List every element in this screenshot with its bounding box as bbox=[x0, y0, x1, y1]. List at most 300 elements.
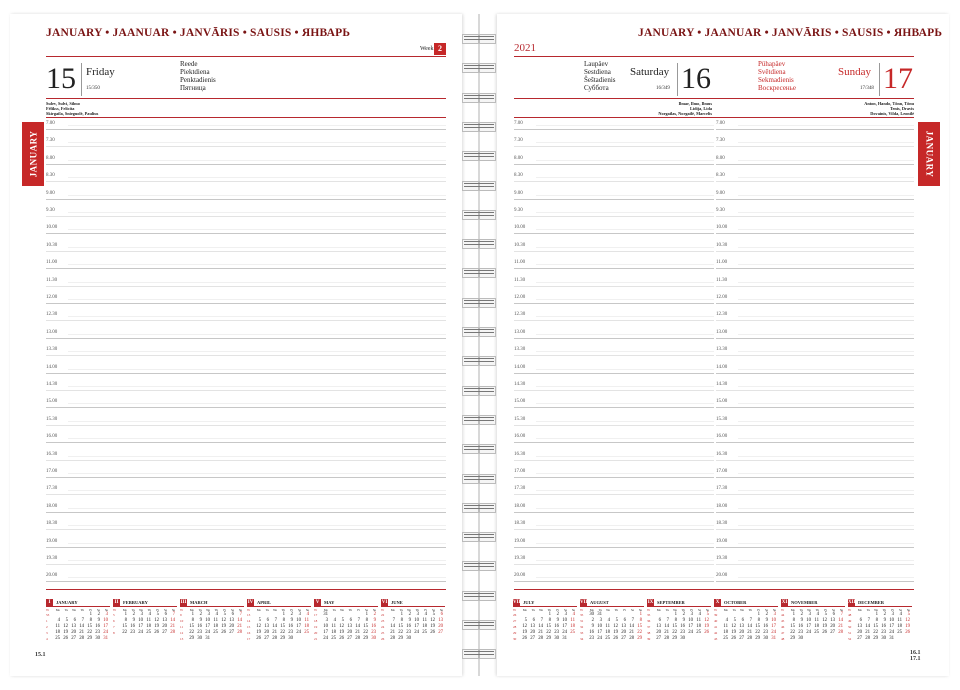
sunday-time-line[interactable] bbox=[716, 164, 914, 165]
calendar-day[interactable]: 19 bbox=[339, 630, 344, 635]
calendar-day[interactable]: 21 bbox=[170, 624, 175, 629]
sunday-time-line[interactable] bbox=[716, 529, 914, 530]
calendar-day[interactable]: 30 bbox=[554, 636, 559, 641]
calendar-day[interactable]: 6 bbox=[73, 618, 76, 623]
calendar-day[interactable]: 25 bbox=[814, 630, 819, 635]
calendar-day[interactable]: 5 bbox=[615, 618, 618, 623]
calendar-day[interactable]: 4 bbox=[148, 612, 151, 617]
calendar-day[interactable]: 12 bbox=[154, 618, 159, 623]
calendar-day[interactable]: 6 bbox=[164, 612, 167, 617]
calendar-day[interactable]: 20 bbox=[530, 630, 535, 635]
calendar-day[interactable]: 23 bbox=[130, 630, 135, 635]
calendar-day[interactable]: 3 bbox=[416, 612, 419, 617]
calendar-day[interactable]: 27 bbox=[347, 636, 352, 641]
calendar-day[interactable]: 3 bbox=[105, 612, 108, 617]
calendar-day[interactable]: 14 bbox=[664, 624, 669, 629]
calendar-day[interactable]: 20 bbox=[71, 630, 76, 635]
calendar-day[interactable]: 4 bbox=[572, 612, 575, 617]
saturday-time-line[interactable] bbox=[514, 564, 714, 565]
calendar-day[interactable]: 10 bbox=[806, 618, 811, 623]
calendar-day[interactable]: 7 bbox=[749, 618, 752, 623]
calendar-day[interactable]: 3 bbox=[599, 618, 602, 623]
calendar-day[interactable]: 17 bbox=[296, 624, 301, 629]
calendar-day[interactable]: 13 bbox=[656, 624, 661, 629]
calendar-day[interactable]: 18 bbox=[213, 624, 218, 629]
calendar-day[interactable]: 12 bbox=[430, 618, 435, 623]
saturday-time-line[interactable] bbox=[514, 164, 714, 165]
calendar-day[interactable]: 21 bbox=[272, 630, 277, 635]
calendar-day[interactable]: 9 bbox=[800, 618, 803, 623]
calendar-day[interactable]: 7 bbox=[867, 618, 870, 623]
left-time-line[interactable] bbox=[46, 425, 446, 426]
calendar-day[interactable]: 23 bbox=[554, 630, 559, 635]
calendar-day[interactable]: 22 bbox=[546, 630, 551, 635]
sunday-time-line[interactable] bbox=[716, 286, 914, 287]
calendar-day[interactable]: 20 bbox=[739, 630, 744, 635]
calendar-day[interactable]: 20 bbox=[162, 624, 167, 629]
calendar-day[interactable]: 27 bbox=[264, 636, 269, 641]
calendar-day[interactable]: 21 bbox=[538, 630, 543, 635]
calendar-day[interactable]: 8 bbox=[282, 618, 285, 623]
calendar-day[interactable]: 25 bbox=[723, 636, 728, 641]
calendar-day[interactable]: 17 bbox=[771, 624, 776, 629]
calendar-day[interactable]: 30 bbox=[589, 612, 594, 617]
calendar-day[interactable]: 6 bbox=[349, 618, 352, 623]
calendar-day[interactable]: 5 bbox=[258, 618, 261, 623]
calendar-day[interactable]: 23 bbox=[798, 630, 803, 635]
calendar-day[interactable]: 9 bbox=[373, 618, 376, 623]
calendar-day[interactable]: 10 bbox=[688, 618, 693, 623]
right-month-tab[interactable] bbox=[918, 122, 940, 186]
calendar-day[interactable]: 24 bbox=[103, 630, 108, 635]
calendar-day[interactable]: 29 bbox=[398, 636, 403, 641]
calendar-day[interactable]: 14 bbox=[747, 624, 752, 629]
calendar-day[interactable]: 30 bbox=[288, 636, 293, 641]
calendar-day[interactable]: 3 bbox=[808, 612, 811, 617]
calendar-day[interactable]: 27 bbox=[438, 630, 443, 635]
calendar-day[interactable]: 28 bbox=[355, 636, 360, 641]
left-time-line[interactable] bbox=[46, 129, 446, 130]
sunday-time-line[interactable] bbox=[716, 425, 914, 426]
calendar-day[interactable]: 1 bbox=[757, 612, 760, 617]
calendar-day[interactable]: 15 bbox=[122, 624, 127, 629]
calendar-day[interactable]: 13 bbox=[264, 624, 269, 629]
calendar-day[interactable]: 16 bbox=[406, 624, 411, 629]
calendar-day[interactable]: 2 bbox=[556, 612, 559, 617]
calendar-day[interactable]: 12 bbox=[905, 618, 910, 623]
calendar-day[interactable]: 18 bbox=[304, 624, 309, 629]
calendar-day[interactable]: 18 bbox=[696, 624, 701, 629]
calendar-day[interactable]: 18 bbox=[331, 630, 336, 635]
saturday-time-line[interactable] bbox=[514, 129, 714, 130]
calendar-day[interactable]: 24 bbox=[806, 630, 811, 635]
calendar-day[interactable]: 28 bbox=[838, 630, 843, 635]
calendar-day[interactable]: 18 bbox=[897, 624, 902, 629]
calendar-day[interactable]: 1 bbox=[674, 612, 677, 617]
calendar-day[interactable]: 11 bbox=[146, 618, 151, 623]
calendar-day[interactable]: 22 bbox=[790, 630, 795, 635]
calendar-day[interactable]: 26 bbox=[256, 636, 261, 641]
calendar-day[interactable]: 27 bbox=[739, 636, 744, 641]
left-time-line[interactable] bbox=[46, 390, 446, 391]
calendar-day[interactable]: 11 bbox=[304, 618, 309, 623]
calendar-day[interactable]: 10 bbox=[138, 618, 143, 623]
sunday-time-line[interactable] bbox=[716, 355, 914, 356]
calendar-day[interactable]: 2 bbox=[199, 612, 202, 617]
left-time-line[interactable] bbox=[46, 268, 446, 269]
left-time-line[interactable] bbox=[46, 164, 446, 165]
calendar-day[interactable]: 13 bbox=[830, 618, 835, 623]
left-time-line[interactable] bbox=[46, 251, 446, 252]
calendar-day[interactable]: 4 bbox=[333, 618, 336, 623]
calendar-day[interactable]: 26 bbox=[522, 636, 527, 641]
calendar-day[interactable]: 2 bbox=[290, 612, 293, 617]
left-month-tab[interactable] bbox=[22, 122, 44, 186]
calendar-day[interactable]: 28 bbox=[390, 636, 395, 641]
sunday-time-line[interactable] bbox=[716, 373, 914, 374]
calendar-day[interactable]: 24 bbox=[205, 630, 210, 635]
calendar-day[interactable]: 14 bbox=[390, 624, 395, 629]
calendar-day[interactable]: 21 bbox=[664, 630, 669, 635]
calendar-day[interactable]: 2 bbox=[682, 612, 685, 617]
calendar-day[interactable]: 26 bbox=[221, 630, 226, 635]
calendar-day[interactable]: 19 bbox=[154, 624, 159, 629]
calendar-day[interactable]: 7 bbox=[239, 612, 242, 617]
calendar-day[interactable]: 29 bbox=[363, 636, 368, 641]
calendar-day[interactable]: 28 bbox=[747, 636, 752, 641]
left-time-line[interactable] bbox=[46, 146, 446, 147]
calendar-day[interactable]: 7 bbox=[540, 618, 543, 623]
calendar-day[interactable]: 21 bbox=[747, 630, 752, 635]
calendar-day[interactable]: 13 bbox=[162, 618, 167, 623]
calendar-day[interactable]: 29 bbox=[546, 636, 551, 641]
calendar-day[interactable]: 12 bbox=[63, 624, 68, 629]
calendar-day[interactable]: 26 bbox=[430, 630, 435, 635]
left-time-line[interactable] bbox=[46, 564, 446, 565]
calendar-day[interactable]: 5 bbox=[432, 612, 435, 617]
sunday-time-line[interactable] bbox=[716, 216, 914, 217]
calendar-day[interactable]: 16 bbox=[197, 624, 202, 629]
calendar-day[interactable]: 22 bbox=[873, 630, 878, 635]
calendar-day[interactable]: 5 bbox=[733, 618, 736, 623]
calendar-day[interactable]: 16 bbox=[371, 624, 376, 629]
calendar-day[interactable]: 17 bbox=[562, 624, 567, 629]
calendar-day[interactable]: 13 bbox=[621, 624, 626, 629]
saturday-time-line[interactable] bbox=[514, 303, 714, 304]
calendar-day[interactable]: 15 bbox=[637, 624, 642, 629]
sunday-time-line[interactable] bbox=[716, 320, 914, 321]
calendar-day[interactable]: 28 bbox=[272, 636, 277, 641]
left-time-line[interactable] bbox=[46, 181, 446, 182]
calendar-day[interactable]: 20 bbox=[656, 630, 661, 635]
calendar-day[interactable]: 1 bbox=[400, 612, 403, 617]
calendar-day[interactable]: 17 bbox=[138, 624, 143, 629]
calendar-day[interactable]: 1 bbox=[792, 612, 795, 617]
calendar-day[interactable]: 6 bbox=[532, 618, 535, 623]
calendar-day[interactable]: 14 bbox=[838, 618, 843, 623]
sunday-time-line[interactable] bbox=[716, 129, 914, 130]
calendar-day[interactable]: 31 bbox=[771, 636, 776, 641]
calendar-day[interactable]: 28 bbox=[664, 636, 669, 641]
calendar-day[interactable]: 16 bbox=[881, 624, 886, 629]
calendar-day[interactable]: 30 bbox=[197, 636, 202, 641]
calendar-day[interactable]: 14 bbox=[272, 624, 277, 629]
calendar-day[interactable]: 12 bbox=[221, 618, 226, 623]
calendar-day[interactable]: 5 bbox=[824, 612, 827, 617]
calendar-day[interactable]: 20 bbox=[229, 624, 234, 629]
calendar-day[interactable]: 16 bbox=[680, 624, 685, 629]
left-time-line[interactable] bbox=[46, 355, 446, 356]
calendar-day[interactable]: 8 bbox=[191, 618, 194, 623]
calendar-day[interactable]: 18 bbox=[814, 624, 819, 629]
sunday-time-line[interactable] bbox=[716, 268, 914, 269]
calendar-day[interactable]: 20 bbox=[347, 630, 352, 635]
calendar-day[interactable]: 25 bbox=[570, 630, 575, 635]
calendar-day[interactable]: 15 bbox=[398, 624, 403, 629]
sunday-time-line[interactable] bbox=[716, 547, 914, 548]
calendar-day[interactable]: 29 bbox=[189, 636, 194, 641]
calendar-day[interactable]: 8 bbox=[639, 618, 642, 623]
calendar-day[interactable]: 15 bbox=[363, 624, 368, 629]
calendar-day[interactable]: 17 bbox=[205, 624, 210, 629]
sunday-time-line[interactable] bbox=[716, 581, 914, 582]
calendar-day[interactable]: 3 bbox=[298, 612, 301, 617]
calendar-day[interactable]: 1 bbox=[548, 612, 551, 617]
saturday-time-line[interactable] bbox=[514, 581, 714, 582]
calendar-day[interactable]: 7 bbox=[274, 618, 277, 623]
calendar-day[interactable]: 4 bbox=[899, 612, 902, 617]
calendar-day[interactable]: 11 bbox=[570, 618, 575, 623]
left-time-line[interactable] bbox=[46, 407, 446, 408]
calendar-day[interactable]: 28 bbox=[170, 630, 175, 635]
calendar-day[interactable]: 16 bbox=[130, 624, 135, 629]
saturday-time-line[interactable] bbox=[514, 529, 714, 530]
calendar-day[interactable]: 24 bbox=[138, 630, 143, 635]
calendar-day[interactable]: 16 bbox=[798, 624, 803, 629]
calendar-day[interactable]: 29 bbox=[873, 636, 878, 641]
calendar-day[interactable]: 29 bbox=[672, 636, 677, 641]
calendar-day[interactable]: 5 bbox=[706, 612, 709, 617]
calendar-day[interactable]: 7 bbox=[172, 612, 175, 617]
left-time-line[interactable] bbox=[46, 320, 446, 321]
calendar-day[interactable]: 30 bbox=[881, 636, 886, 641]
calendar-day[interactable]: 22 bbox=[189, 630, 194, 635]
calendar-day[interactable]: 18 bbox=[605, 630, 610, 635]
calendar-day[interactable]: 15 bbox=[189, 624, 194, 629]
calendar-day[interactable]: 27 bbox=[656, 636, 661, 641]
calendar-day[interactable]: 8 bbox=[400, 618, 403, 623]
calendar-day[interactable]: 27 bbox=[830, 630, 835, 635]
calendar-day[interactable]: 20 bbox=[830, 624, 835, 629]
calendar-day[interactable]: 8 bbox=[757, 618, 760, 623]
calendar-day[interactable]: 30 bbox=[406, 636, 411, 641]
calendar-day[interactable]: 11 bbox=[605, 624, 610, 629]
calendar-day[interactable]: 16 bbox=[763, 624, 768, 629]
sunday-time-line[interactable] bbox=[716, 338, 914, 339]
calendar-day[interactable]: 2 bbox=[591, 618, 594, 623]
calendar-day[interactable]: 5 bbox=[341, 618, 344, 623]
calendar-day[interactable]: 10 bbox=[414, 618, 419, 623]
calendar-day[interactable]: 12 bbox=[704, 618, 709, 623]
calendar-day[interactable]: 28 bbox=[538, 636, 543, 641]
saturday-time-line[interactable] bbox=[514, 460, 714, 461]
calendar-day[interactable]: 12 bbox=[339, 624, 344, 629]
calendar-day[interactable]: 2 bbox=[800, 612, 803, 617]
left-time-line[interactable] bbox=[46, 494, 446, 495]
calendar-day[interactable]: 11 bbox=[331, 624, 336, 629]
calendar-day[interactable]: 10 bbox=[205, 618, 210, 623]
calendar-day[interactable]: 9 bbox=[556, 618, 559, 623]
calendar-day[interactable]: 6 bbox=[623, 618, 626, 623]
calendar-day[interactable]: 6 bbox=[859, 618, 862, 623]
calendar-day[interactable]: 5 bbox=[907, 612, 910, 617]
calendar-day[interactable]: 24 bbox=[597, 636, 602, 641]
calendar-day[interactable]: 25 bbox=[331, 636, 336, 641]
calendar-day[interactable]: 27 bbox=[621, 636, 626, 641]
sunday-time-line[interactable] bbox=[716, 233, 914, 234]
calendar-day[interactable]: 25 bbox=[696, 630, 701, 635]
calendar-day[interactable]: 17 bbox=[597, 630, 602, 635]
saturday-time-line[interactable] bbox=[514, 425, 714, 426]
saturday-time-line[interactable] bbox=[514, 477, 714, 478]
saturday-time-line[interactable] bbox=[514, 407, 714, 408]
calendar-day[interactable]: 8 bbox=[89, 618, 92, 623]
calendar-day[interactable]: 28 bbox=[79, 636, 84, 641]
saturday-time-line[interactable] bbox=[514, 442, 714, 443]
calendar-day[interactable]: 22 bbox=[637, 630, 642, 635]
calendar-day[interactable]: 20 bbox=[857, 630, 862, 635]
calendar-day[interactable]: 3 bbox=[564, 612, 567, 617]
calendar-day[interactable]: 27 bbox=[162, 630, 167, 635]
calendar-day[interactable]: 12 bbox=[822, 618, 827, 623]
calendar-day[interactable]: 10 bbox=[103, 618, 108, 623]
calendar-day[interactable]: 25 bbox=[213, 630, 218, 635]
calendar-day[interactable]: 21 bbox=[390, 630, 395, 635]
calendar-day[interactable]: 17 bbox=[323, 630, 328, 635]
calendar-day[interactable]: 24 bbox=[414, 630, 419, 635]
calendar-day[interactable]: 4 bbox=[698, 612, 701, 617]
calendar-day[interactable]: 2 bbox=[132, 612, 135, 617]
calendar-day[interactable]: 20 bbox=[621, 630, 626, 635]
calendar-day[interactable]: 19 bbox=[221, 624, 226, 629]
calendar-day[interactable]: 10 bbox=[296, 618, 301, 623]
calendar-day[interactable]: 15 bbox=[672, 624, 677, 629]
calendar-day[interactable]: 6 bbox=[832, 612, 835, 617]
calendar-day[interactable]: 14 bbox=[629, 624, 634, 629]
saturday-time-line[interactable] bbox=[514, 494, 714, 495]
saturday-time-line[interactable] bbox=[514, 390, 714, 391]
calendar-day[interactable]: 13 bbox=[71, 624, 76, 629]
calendar-day[interactable]: 15 bbox=[546, 624, 551, 629]
calendar-day[interactable]: 17 bbox=[688, 624, 693, 629]
calendar-day[interactable]: 19 bbox=[256, 630, 261, 635]
calendar-day[interactable]: 9 bbox=[682, 618, 685, 623]
calendar-day[interactable]: 21 bbox=[237, 624, 242, 629]
calendar-day[interactable]: 10 bbox=[771, 618, 776, 623]
calendar-day[interactable]: 24 bbox=[296, 630, 301, 635]
calendar-day[interactable]: 18 bbox=[723, 630, 728, 635]
calendar-day[interactable]: 13 bbox=[530, 624, 535, 629]
calendar-day[interactable]: 9 bbox=[290, 618, 293, 623]
calendar-day[interactable]: 23 bbox=[589, 636, 594, 641]
calendar-day[interactable]: 18 bbox=[570, 624, 575, 629]
calendar-day[interactable]: 30 bbox=[95, 636, 100, 641]
calendar-day[interactable]: 8 bbox=[875, 618, 878, 623]
calendar-day[interactable]: 28 bbox=[629, 636, 634, 641]
saturday-time-line[interactable] bbox=[514, 320, 714, 321]
calendar-day[interactable]: 20 bbox=[438, 624, 443, 629]
calendar-day[interactable]: 8 bbox=[674, 618, 677, 623]
calendar-day[interactable]: 19 bbox=[63, 630, 68, 635]
calendar-day[interactable]: 11 bbox=[422, 618, 427, 623]
calendar-day[interactable]: 31 bbox=[103, 636, 108, 641]
sunday-time-line[interactable] bbox=[716, 460, 914, 461]
calendar-day[interactable]: 8 bbox=[792, 618, 795, 623]
calendar-day[interactable]: 6 bbox=[741, 618, 744, 623]
calendar-day[interactable]: 11 bbox=[897, 618, 902, 623]
calendar-day[interactable]: 5 bbox=[223, 612, 226, 617]
calendar-day[interactable]: 2 bbox=[408, 612, 411, 617]
calendar-day[interactable]: 23 bbox=[197, 630, 202, 635]
calendar-day[interactable]: 15 bbox=[87, 624, 92, 629]
calendar-day[interactable]: 4 bbox=[816, 612, 819, 617]
calendar-day[interactable]: 26 bbox=[154, 630, 159, 635]
calendar-day[interactable]: 26 bbox=[704, 630, 709, 635]
left-time-line[interactable] bbox=[46, 529, 446, 530]
sunday-time-line[interactable] bbox=[716, 303, 914, 304]
calendar-day[interactable]: 18 bbox=[422, 624, 427, 629]
sunday-time-line[interactable] bbox=[716, 199, 914, 200]
calendar-day[interactable]: 4 bbox=[424, 612, 427, 617]
calendar-day[interactable]: 15 bbox=[873, 624, 878, 629]
calendar-day[interactable]: 22 bbox=[398, 630, 403, 635]
calendar-day[interactable]: 30 bbox=[798, 636, 803, 641]
left-time-line[interactable] bbox=[46, 460, 446, 461]
calendar-day[interactable]: 8 bbox=[365, 618, 368, 623]
calendar-day[interactable]: 2 bbox=[373, 612, 376, 617]
calendar-day[interactable]: 24 bbox=[323, 636, 328, 641]
left-time-line[interactable] bbox=[46, 338, 446, 339]
calendar-day[interactable]: 29 bbox=[280, 636, 285, 641]
calendar-day[interactable]: 14 bbox=[355, 624, 360, 629]
calendar-day[interactable]: 2 bbox=[765, 612, 768, 617]
calendar-day[interactable]: 12 bbox=[522, 624, 527, 629]
calendar-day[interactable]: 9 bbox=[591, 624, 594, 629]
calendar-day[interactable]: 7 bbox=[392, 618, 395, 623]
sunday-time-line[interactable] bbox=[716, 494, 914, 495]
calendar-day[interactable]: 7 bbox=[666, 618, 669, 623]
calendar-day[interactable]: 29 bbox=[755, 636, 760, 641]
calendar-day[interactable]: 19 bbox=[704, 624, 709, 629]
calendar-day[interactable]: 27 bbox=[530, 636, 535, 641]
calendar-day[interactable]: 25 bbox=[146, 630, 151, 635]
left-time-line[interactable] bbox=[46, 303, 446, 304]
saturday-time-line[interactable] bbox=[514, 181, 714, 182]
calendar-day[interactable]: 21 bbox=[838, 624, 843, 629]
calendar-day[interactable]: 4 bbox=[57, 618, 60, 623]
calendar-day[interactable]: 23 bbox=[680, 630, 685, 635]
calendar-day[interactable]: 21 bbox=[355, 630, 360, 635]
calendar-day[interactable]: 30 bbox=[763, 636, 768, 641]
calendar-day[interactable]: 3 bbox=[891, 612, 894, 617]
calendar-day[interactable]: 9 bbox=[132, 618, 135, 623]
left-time-line[interactable] bbox=[46, 233, 446, 234]
calendar-day[interactable]: 6 bbox=[231, 612, 234, 617]
saturday-time-line[interactable] bbox=[514, 251, 714, 252]
calendar-day[interactable]: 25 bbox=[55, 636, 60, 641]
calendar-day[interactable]: 23 bbox=[881, 630, 886, 635]
saturday-time-line[interactable] bbox=[514, 233, 714, 234]
